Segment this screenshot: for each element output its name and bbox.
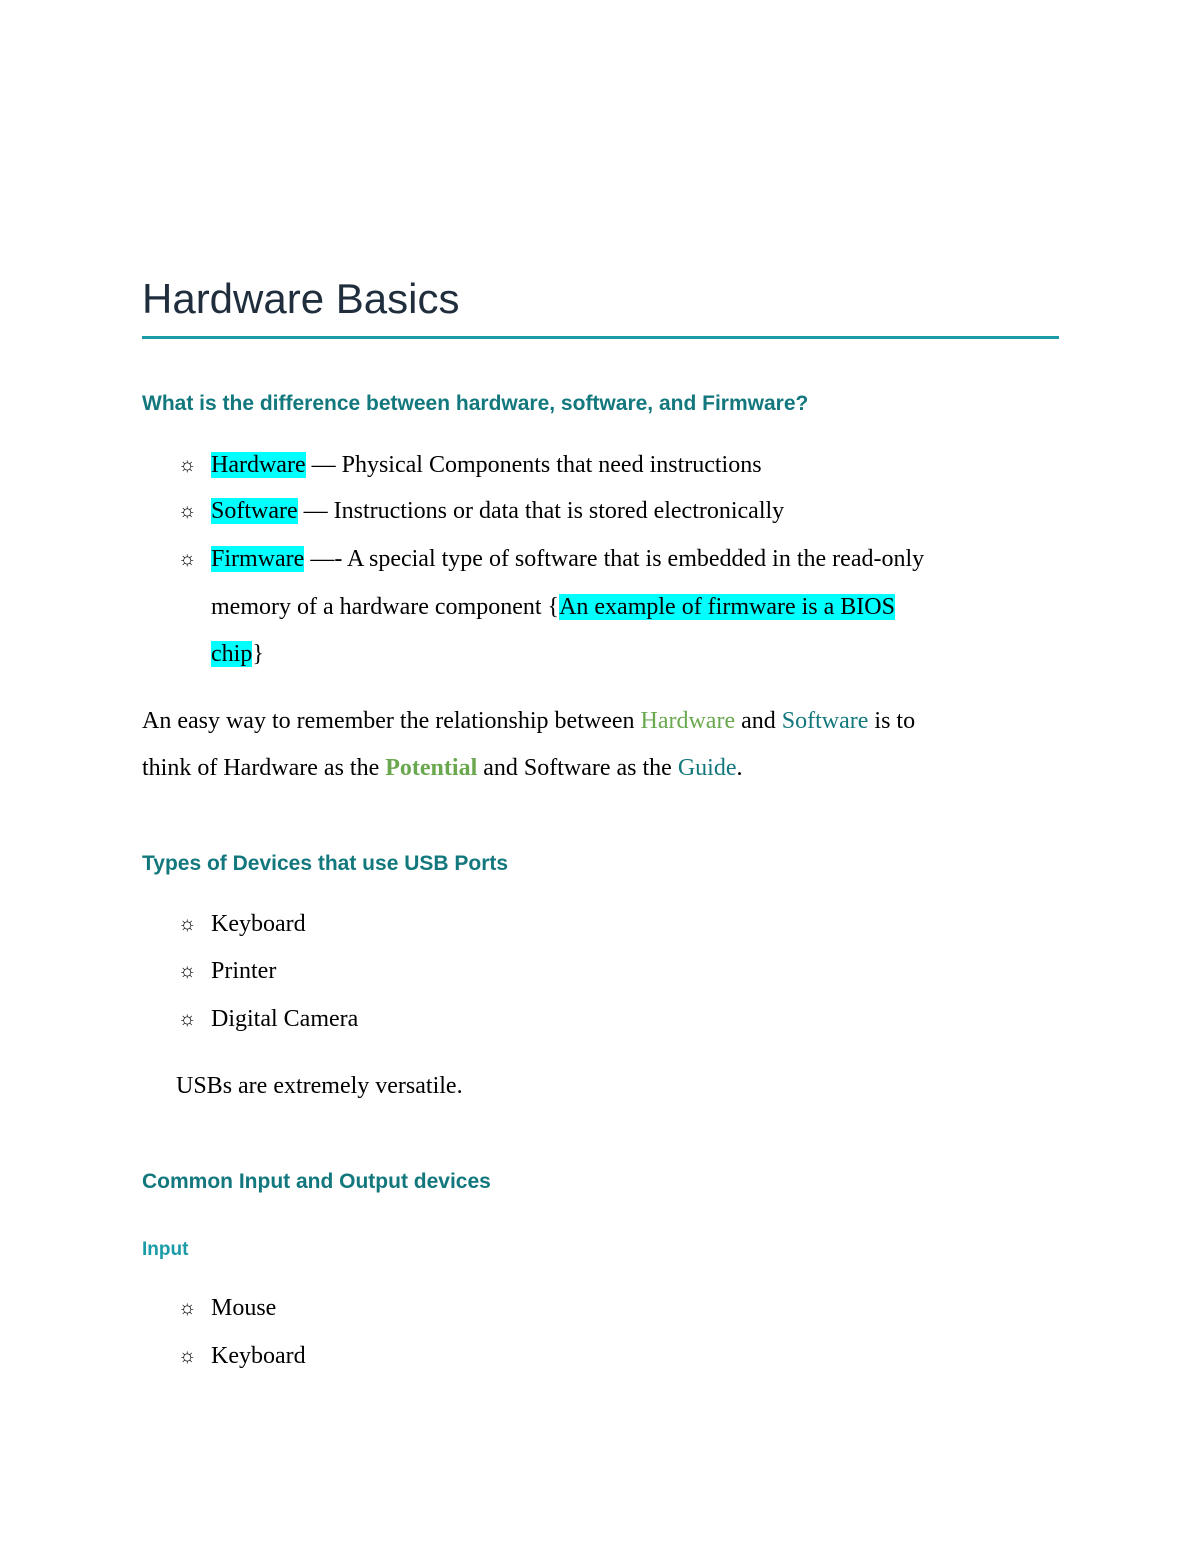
- term-hardware: Hardware: [211, 452, 306, 478]
- paragraph-text: is to: [868, 708, 916, 734]
- definition-hardware: — Physical Components that need instructions: [305, 452, 762, 478]
- keyword-hardware: Hardware: [640, 708, 736, 734]
- paragraph-text: and: [735, 708, 782, 734]
- list-item-label: Digital Camera: [211, 1006, 359, 1032]
- keyword-guide: Guide: [677, 755, 737, 781]
- keyword-software: Software: [781, 708, 869, 734]
- section-heading-difference: What is the difference between hardware, software, and Firmware?: [142, 392, 809, 415]
- paragraph-text: An easy way to remember the relationship between: [142, 708, 641, 734]
- list-item-hardware: [178, 449, 762, 481]
- list-item: [178, 1292, 276, 1324]
- gear-bullet-icon: ☼: [178, 960, 197, 982]
- title-underline: [142, 336, 1059, 339]
- gear-bullet-icon: ☼: [178, 1008, 197, 1030]
- term-firmware: Firmware: [211, 546, 305, 572]
- page-title: Hardware Basics: [142, 275, 460, 322]
- list-item: [178, 955, 276, 987]
- gear-bullet-icon: ☼: [178, 1297, 197, 1319]
- paragraph-text: and Software as the: [477, 755, 678, 781]
- section-heading-io-devices: Common Input and Output devices: [142, 1170, 491, 1193]
- firmware-continuation-line-2: [211, 638, 264, 670]
- usb-note: USBs are extremely versatile.: [176, 1073, 463, 1099]
- relationship-paragraph-line-2: [142, 752, 743, 784]
- gear-bullet-icon: ☼: [178, 1345, 197, 1367]
- gear-bullet-icon: ☼: [178, 454, 197, 476]
- firmware-line2-text: memory of a hardware component {: [211, 594, 560, 620]
- firmware-line3-text: }: [252, 641, 264, 667]
- paragraph-text: .: [736, 755, 743, 781]
- list-item: [178, 908, 306, 940]
- list-item-firmware: [178, 543, 924, 575]
- list-item-label: Printer: [211, 958, 277, 984]
- section-heading-usb-devices: Types of Devices that use USB Ports: [142, 852, 509, 875]
- list-item-software: [178, 495, 784, 527]
- firmware-example-chip: chip: [211, 641, 253, 667]
- gear-bullet-icon: ☼: [178, 500, 197, 522]
- list-item-label: Keyboard: [211, 1343, 306, 1369]
- firmware-example-highlight: An example of firmware is a BIOS: [559, 594, 895, 620]
- list-item-label: Mouse: [211, 1295, 277, 1321]
- paragraph-text: think of Hardware as the: [142, 755, 386, 781]
- definition-firmware: —- A special type of software that is embedded in the read-only: [304, 546, 925, 572]
- firmware-continuation-line: [211, 591, 895, 623]
- subheading-input: Input: [142, 1239, 189, 1260]
- gear-bullet-icon: ☼: [178, 913, 197, 935]
- list-item: [178, 1340, 306, 1372]
- term-software: Software: [211, 498, 298, 524]
- list-item: [178, 1003, 358, 1035]
- list-item-label: Keyboard: [211, 911, 306, 937]
- relationship-paragraph-line-1: [142, 705, 915, 737]
- definition-software: — Instructions or data that is stored electronically: [297, 498, 785, 524]
- keyword-potential: Potential: [385, 755, 478, 781]
- gear-bullet-icon: ☼: [178, 548, 197, 570]
